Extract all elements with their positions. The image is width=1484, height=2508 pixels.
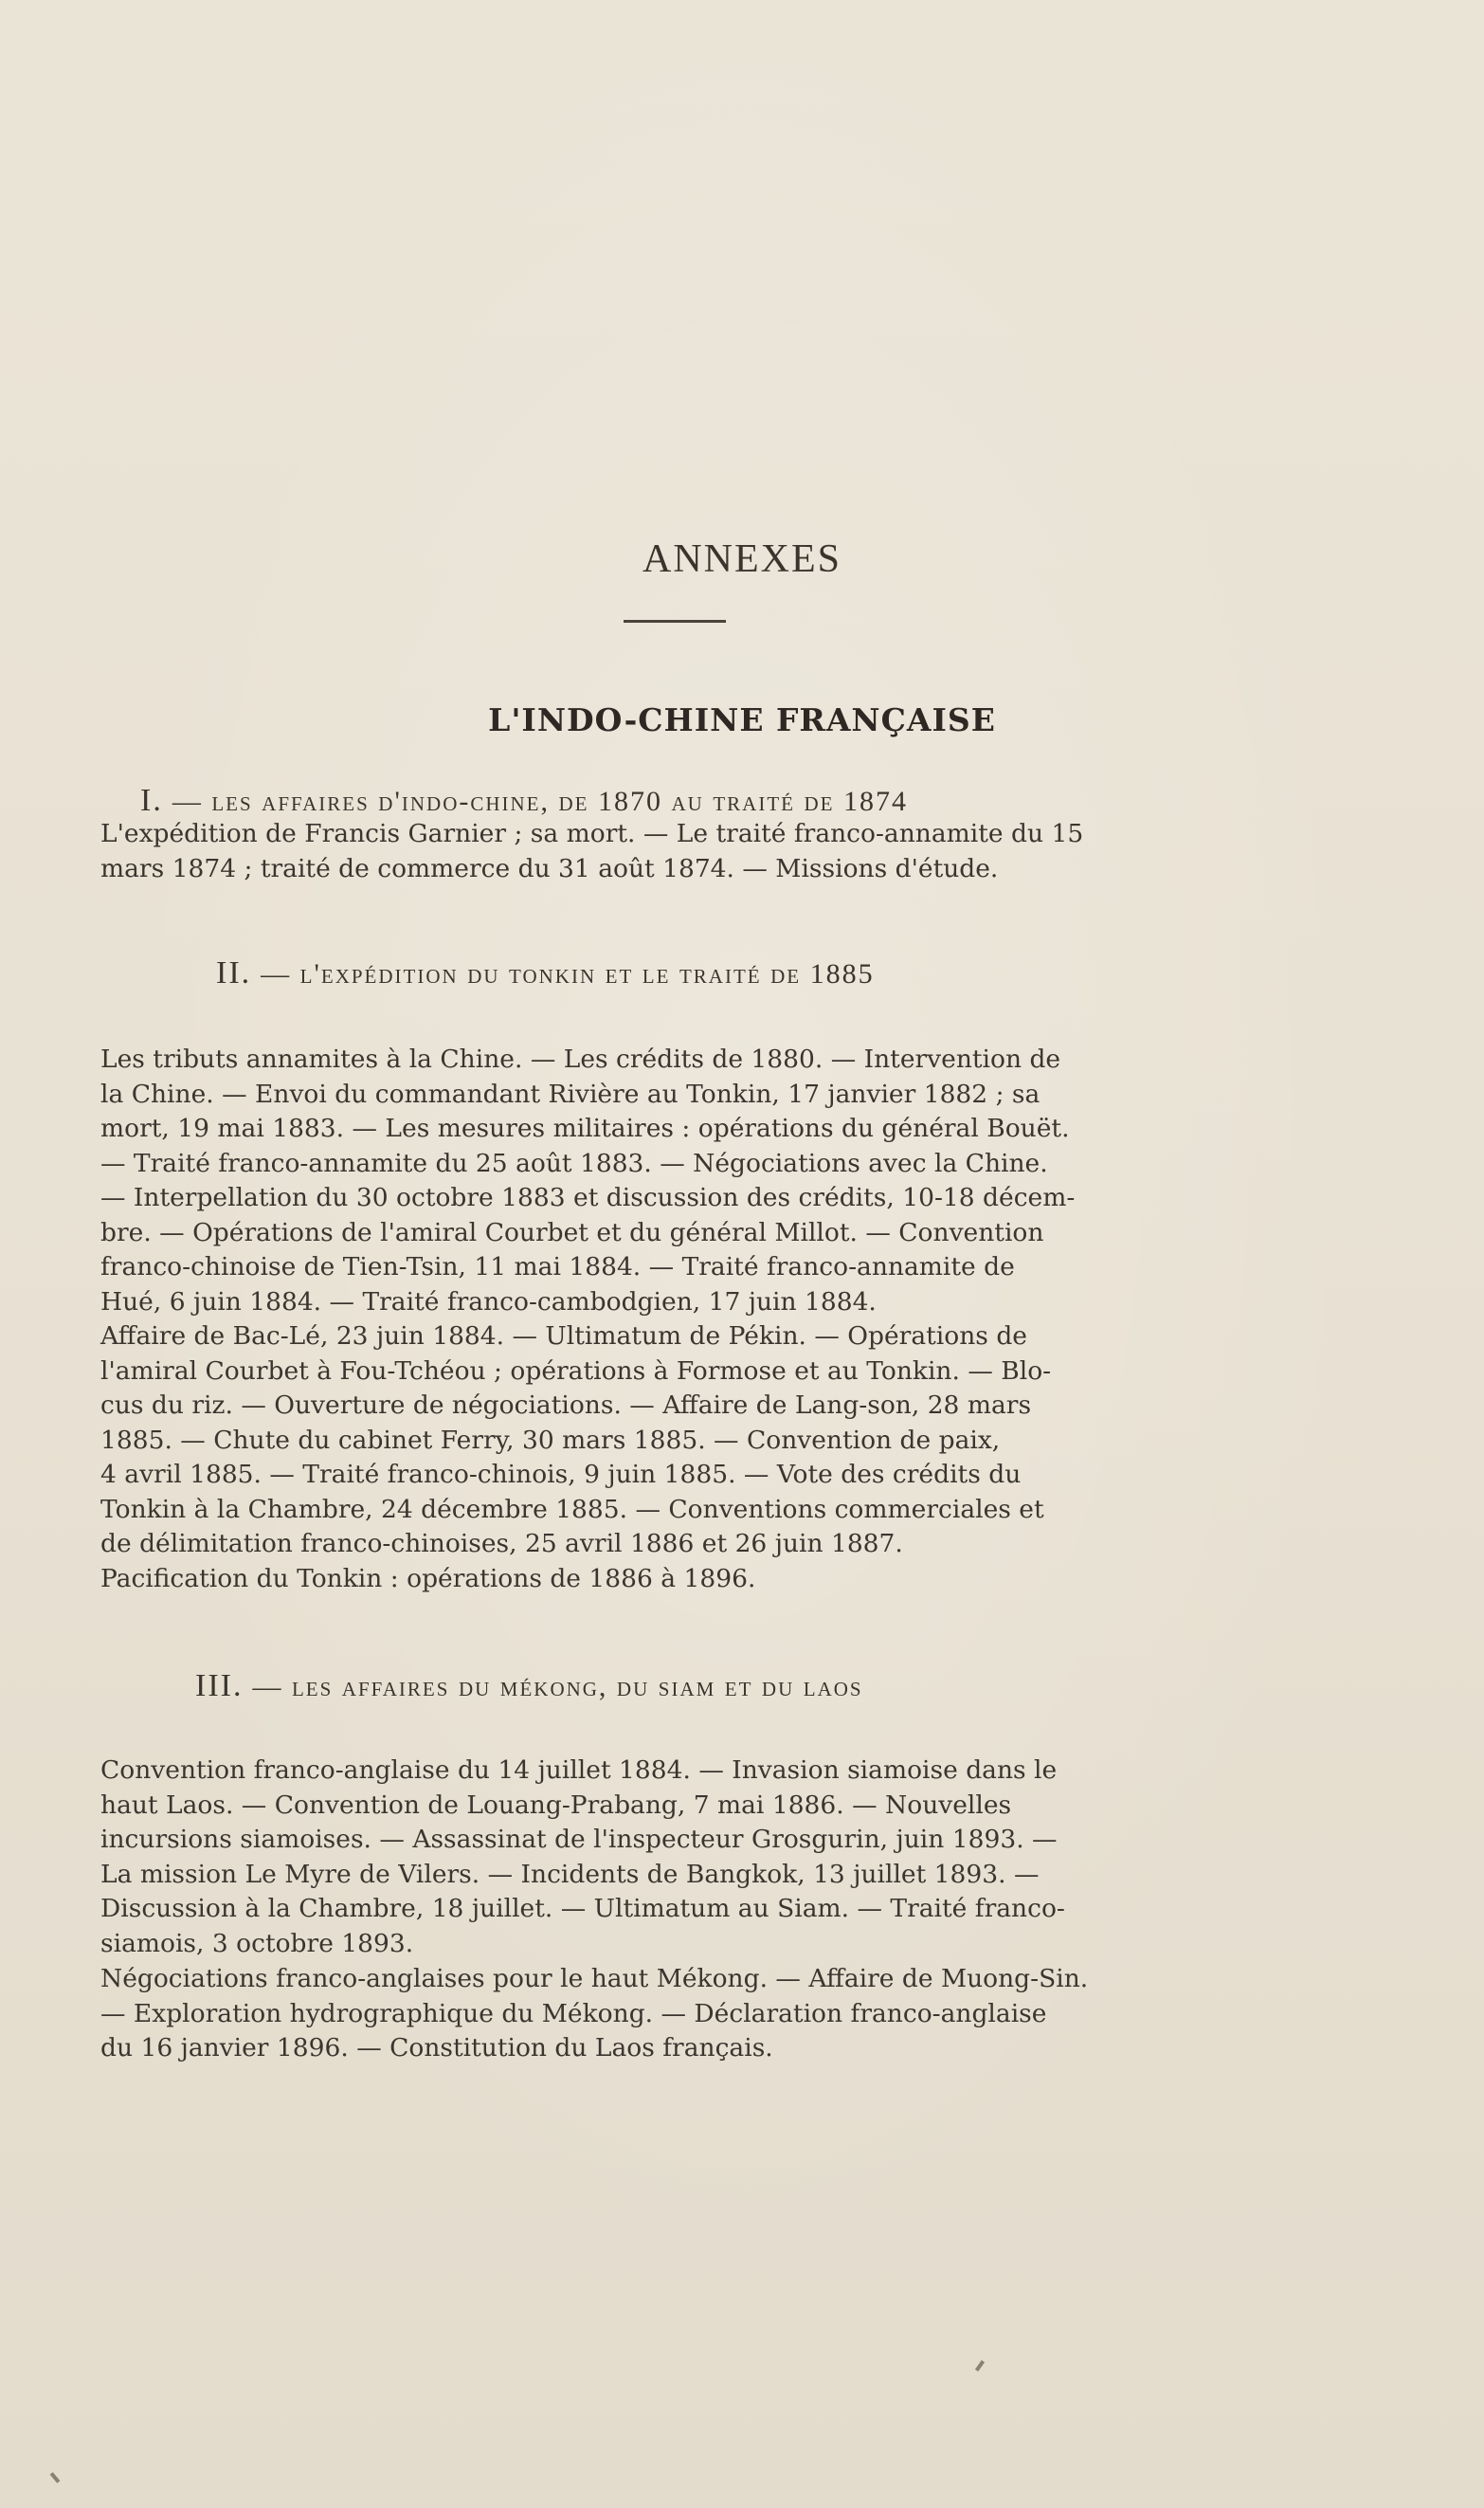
- text-line: siamois, 3 octobre 1893.: [100, 1928, 414, 1958]
- text-line: cus du riz. — Ouverture de négociations. — Affaire de Lang-son, 28 mars: [100, 1390, 1032, 1420]
- text-line: mort, 19 mai 1883. — Les mesures militaires : opérations du général Bouët.: [100, 1114, 1070, 1143]
- text-line: franco-chinoise de Tien-Tsin, 11 mai 1884. — Traité franco-annamite de: [100, 1252, 1015, 1281]
- page-title: ANNEXES: [642, 537, 842, 581]
- text-line: Tonkin à la Chambre, 24 décembre 1885. — Conventions commerciales et: [100, 1494, 1044, 1524]
- text-line: — Exploration hydrographique du Mékong. — Déclaration franco-anglaise: [100, 1998, 1047, 2028]
- text-line: bre. — Opérations de l'amiral Courbet et du général Millot. — Convention: [100, 1217, 1044, 1247]
- section-title: — les affaires du mékong, du siam et du laos: [252, 1671, 863, 1702]
- text-line: haut Laos. — Convention de Louang-Prabang, 7 mai 1886. — Nouvelles: [100, 1790, 1012, 1820]
- page-subtitle: L'INDO-CHINE FRANÇAISE: [488, 701, 996, 738]
- text-line: Hué, 6 juin 1884. — Traité franco-cambodgien, 17 juin 1884.: [100, 1286, 877, 1317]
- section-number: II.: [216, 955, 252, 990]
- text-line: L'expédition de Francis Garnier ; sa mort. — Le traité franco-annamite du 15: [100, 819, 1084, 848]
- section-title: — les affaires d'indo-chine, de 1870 au traité de 1874: [172, 786, 908, 817]
- paragraph: [100, 1754, 1238, 1961]
- paragraph: [100, 1319, 1238, 1562]
- paragraph: [100, 1043, 1238, 1319]
- paragraph: [100, 817, 1238, 886]
- text-line: de délimitation franco-chinoises, 25 avril 1886 et 26 juin 1887.: [100, 1529, 903, 1558]
- section-number: I.: [140, 783, 163, 818]
- text-line: Convention franco-anglaise du 14 juillet 1884. — Invasion siamoise dans le: [100, 1755, 1058, 1785]
- text-line: l'amiral Courbet à Fou-Tchéou ; opérations à Formose et au Tonkin. — Blo-: [100, 1355, 1052, 1386]
- text-line: 4 avril 1885. — Traité franco-chinois, 9 juin 1885. — Vote des crédits du: [100, 1460, 1022, 1489]
- text-line: 1885. — Chute du cabinet Ferry, 30 mars 1885. — Convention de paix,: [100, 1425, 1001, 1455]
- paragraph: [100, 1562, 1238, 1597]
- text-line: — Interpellation du 30 octobre 1883 et discussion des crédits, 10-18 décem-: [100, 1183, 1076, 1212]
- text-line: Discussion à la Chambre, 18 juillet. — Ultimatum au Siam. — Traité franco-: [100, 1894, 1065, 1923]
- section-heading-1: [140, 783, 908, 819]
- scan-mark: [975, 2360, 985, 2372]
- text-line: — Traité franco-annamite du 25 août 1883. — Négociations avec la Chine.: [100, 1148, 1048, 1178]
- text-line: Affaire de Bac-Lé, 23 juin 1884. — Ultimatum de Pékin. — Opérations de: [100, 1321, 1027, 1351]
- text-line: du 16 janvier 1896. — Constitution du Laos français.: [100, 2033, 773, 2063]
- text-line: Pacification du Tonkin : opérations de 1886 à 1896.: [100, 1564, 756, 1593]
- section-heading-2: [216, 955, 875, 991]
- text-line: Les tributs annamites à la Chine. — Les crédits de 1880. — Intervention de: [100, 1045, 1061, 1074]
- text-line: mars 1874 ; traité de commerce du 31 août 1874. — Missions d'étude.: [100, 853, 999, 883]
- text-line: la Chine. — Envoi du commandant Rivière au Tonkin, 17 janvier 1882 ; sa: [100, 1079, 1041, 1109]
- title-divider: [624, 620, 726, 623]
- text-line: Négociations franco-anglaises pour le haut Mékong. — Affaire de Muong-Sin.: [100, 1964, 1089, 1993]
- text-line: incursions siamoises. — Assassinat de l'inspecteur Grosgurin, juin 1893. —: [100, 1825, 1058, 1854]
- text-line: La mission Le Myre de Vilers. — Incidents de Bangkok, 13 juillet 1893. —: [100, 1859, 1040, 1889]
- section-title: — l'expédition du tonkin et le traité de 1885: [261, 958, 875, 990]
- paragraph: [100, 1962, 1238, 2066]
- section-number: III.: [195, 1668, 244, 1703]
- scan-mark: [50, 2472, 61, 2483]
- section-heading-3: [195, 1668, 863, 1704]
